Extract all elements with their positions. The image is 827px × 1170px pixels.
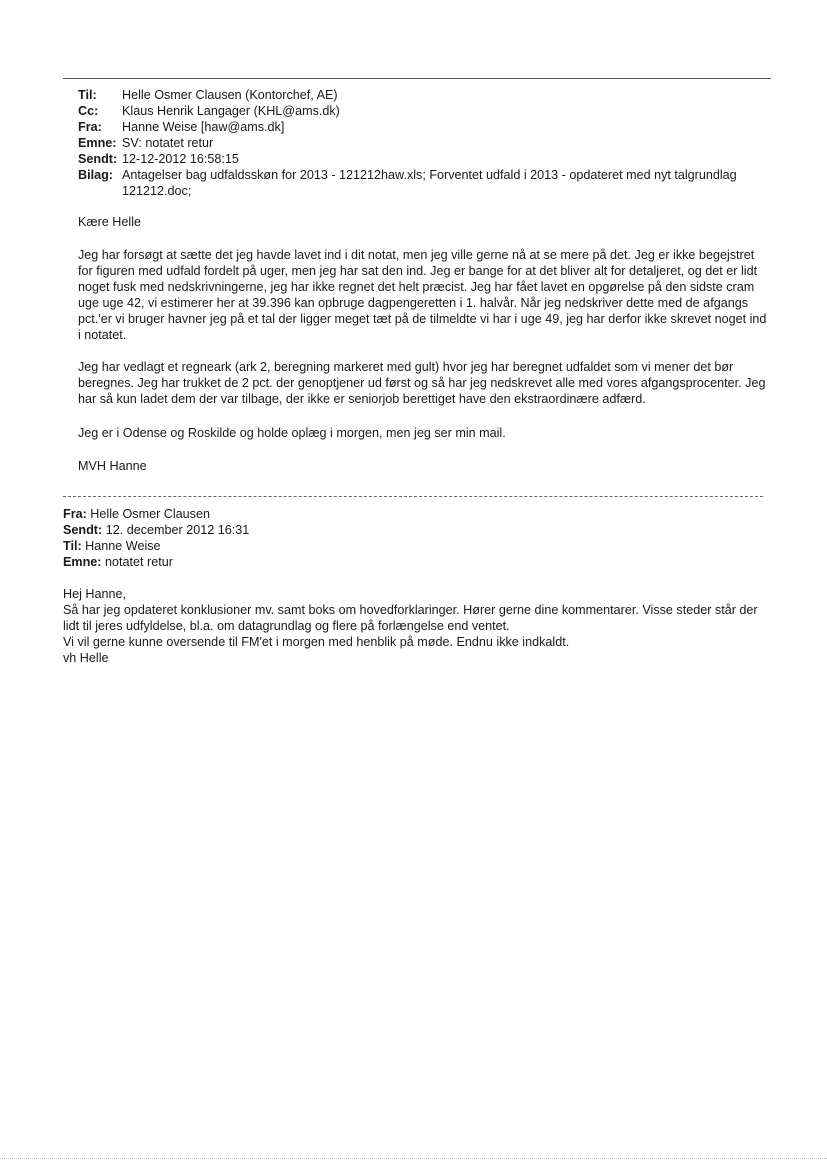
quoted-line-2: Vi vil gerne kunne oversende til FM'et i morgen med henblik på møde. Endnu ikke indkaldt. (63, 635, 570, 649)
message-signoff (78, 458, 768, 474)
sent-label: Sendt: (78, 152, 118, 166)
header-cc-row (78, 103, 758, 119)
cc-label: Cc: (78, 104, 99, 118)
quoted-subject-label: Emne: (63, 555, 102, 569)
quoted-to-row (63, 538, 753, 554)
quoted-email-header (63, 506, 753, 570)
subject-label: Emne: (78, 136, 117, 150)
quoted-sent-value: 12. december 2012 16:31 (105, 523, 250, 537)
quoted-message (63, 586, 768, 666)
quoted-to-label: Til: (63, 539, 82, 553)
header-attachments-row (78, 167, 758, 199)
quoted-greeting: Hej Hanne, (63, 587, 127, 601)
signoff-text: MVH Hanne (78, 459, 147, 473)
quoted-from-value: Helle Osmer Clausen (90, 507, 210, 521)
quoted-from-label: Fra: (63, 507, 87, 521)
header-subject-row (78, 135, 758, 151)
email-header (78, 87, 758, 199)
page-bottom-edge (0, 1158, 827, 1159)
header-to-row (78, 87, 758, 103)
attachments-value: Antagelser bag udfaldsskøn for 2013 - 121212haw.xls; Forventet udfald i 2013 - opdateret med nyt talgrundlag 121212.doc; (122, 168, 737, 198)
to-value: Helle Osmer Clausen (Kontorchef, AE) (122, 88, 338, 102)
quoted-from-row (63, 506, 753, 522)
quoted-to-value: Hanne Weise (85, 539, 161, 553)
header-divider-top (63, 78, 771, 79)
subject-value: SV: notatet retur (122, 136, 214, 150)
from-value: Hanne Weise [haw@ams.dk] (122, 120, 285, 134)
quoted-sent-label: Sendt: (63, 523, 103, 537)
attachments-label: Bilag: (78, 168, 113, 182)
quoted-line-1: Så har jeg opdateret konklusioner mv. samt boks om hovedforklaringer. Hører gerne dine kommentarer. Visse steder står der lidt til jeres udfyldelse, bl.a. om datagrundlag og flere på forlængelse end ventet. (63, 603, 758, 633)
paragraph-2-text: Jeg har vedlagt et regneark (ark 2, beregning markeret med gult) hvor jeg har beregnet udfaldet som vi mener det bør beregnes. Jeg har trukket de 2 pct. der genoptjener ud først og så har jeg nedskrevet alle med vores afgangsprocenter. Jeg har så kun ladet dem der var tilbage, der ikke er seniorjob berettiget have den ekstraordinære adfærd. (78, 360, 766, 406)
message-greeting (78, 214, 768, 230)
quoted-sent-row (63, 522, 753, 538)
sent-value: 12-12-2012 16:58:15 (122, 152, 239, 166)
quoted-subject-value: notatet retur (105, 555, 173, 569)
message-paragraph-2 (78, 359, 768, 407)
paragraph-1-text: Jeg har forsøgt at sætte det jeg havde lavet ind i dit notat, men jeg ville gerne nå at se mere på det. Jeg er ikke begejstret for figuren med udfald fordelt på uger, men jeg har sat den ind. Jeg er bange for at det bliver alt for detaljeret, og det er lidt noget fusk med nedskrivningerne, jeg har ikke regnet det helt præcist. Jeg har fået lavet en opgørelse på den sidste cram uge uge 42, vi estimerer her at 39.396 kan opbruge dagpengeretten i 1. halvår. Når jeg nedskriver dette med de afgangs pct.'er vi bruger havner jeg på et tal der ligger meget tæt på de tilmeldte vi har i uge 49, jeg har derfor ikke skrevet noget ind i notatet. (78, 248, 767, 342)
from-label: Fra: (78, 120, 102, 134)
quoted-divider (63, 496, 763, 497)
quoted-signoff: vh Helle (63, 651, 109, 665)
quoted-subject-row (63, 554, 753, 570)
cc-value: Klaus Henrik Langager (KHL@ams.dk) (122, 104, 340, 118)
greeting-text: Kære Helle (78, 215, 141, 229)
header-sent-row (78, 151, 758, 167)
paragraph-3-text: Jeg er i Odense og Roskilde og holde oplæg i morgen, men jeg ser min mail. (78, 426, 506, 440)
message-paragraph-3 (78, 425, 768, 441)
header-from-row (78, 119, 758, 135)
to-label: Til: (78, 88, 97, 102)
message-paragraph-1 (78, 247, 768, 343)
